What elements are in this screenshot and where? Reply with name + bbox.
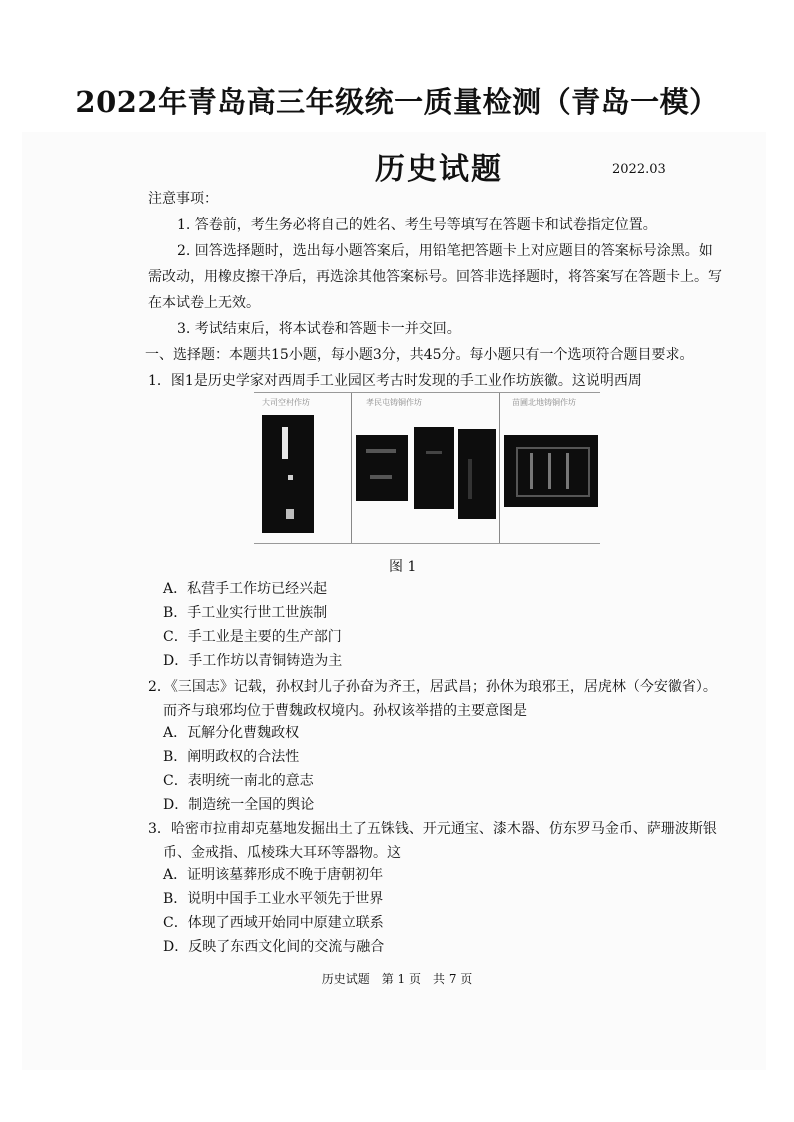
figure-panel-label: 大司空村作坊	[262, 398, 310, 407]
figure-1-image	[254, 392, 600, 544]
question-2-stem-line-1: 2．《三国志》记载，孙权封儿子孙奋为齐王，居武昌；孙休为琅邪王，居虎林（今安徽省）。	[148, 679, 717, 695]
note-item-3: 3. 考试结束后，将本试卷和答题卡一并交回。	[177, 321, 461, 337]
emblem-photo	[414, 427, 454, 509]
question-3-option-d: D．反映了东西文化间的交流与融合	[163, 939, 385, 955]
note-item-2-line-3: 在本试卷上无效。	[148, 295, 260, 311]
note-item-2-line-1: 2. 回答选择题时，选出每小题答案后，用铅笔把答题卡上对应题目的答案标号涂黑。如	[177, 243, 713, 259]
question-2-stem-line-2: 而齐与琅邪均位于曹魏政权境内。孙权该举措的主要意图是	[163, 703, 527, 719]
question-2-option-d: D．制造统一全国的舆论	[163, 797, 315, 813]
question-2-option-b: B．阐明政权的合法性	[163, 749, 300, 765]
question-1-option-c: C．手工业是主要的生产部门	[163, 629, 342, 645]
figure-panel-1	[254, 393, 351, 543]
emblem-photo	[458, 429, 496, 519]
emblem-photo	[504, 435, 598, 507]
figure-panel-3	[500, 393, 600, 543]
question-3-stem-line-2: 币、金戒指、瓜棱珠大耳环等器物。这	[163, 845, 401, 861]
question-3-option-b: B．说明中国手工业水平领先于世界	[163, 891, 384, 907]
section-heading: 一、选择题：本题共15小题，每小题3分，共45分。每小题只有一个选项符合题目要求。	[145, 347, 694, 363]
question-3-stem-line-1: 3．哈密市拉甫却克墓地发掘出土了五铢钱、开元通宝、漆木器、仿东罗马金币、萨珊波斯银	[148, 821, 717, 837]
question-2-option-c: C．表明统一南北的意志	[163, 773, 314, 789]
question-1-option-d: D．手工作坊以青铜铸造为主	[163, 653, 343, 669]
page-footer: 历史试题 第 1 页 共 7 页	[321, 972, 473, 986]
emblem-photo	[262, 415, 314, 533]
note-item-2-line-2: 需改动，用橡皮擦干净后，再选涂其他答案标号。回答非选择题时，将答案写在答题卡上。写	[148, 269, 722, 285]
exam-date: 2022.03	[612, 162, 666, 177]
question-1-stem: 1．图1是历史学家对西周手工业园区考古时发现的手工业作坊族徽。这说明西周	[148, 373, 642, 389]
emblem-photo	[356, 435, 408, 501]
question-2-option-a: A．瓦解分化曹魏政权	[163, 725, 300, 741]
notes-heading: 注意事项：	[148, 191, 218, 207]
note-item-1: 1. 答卷前，考生务必将自己的姓名、考生号等填写在答题卡和试卷指定位置。	[177, 217, 657, 233]
question-1-option-b: B．手工业实行世工世族制	[163, 605, 328, 621]
figure-1-caption: 图 1	[389, 559, 417, 575]
subject-title: 历史试题	[375, 152, 503, 187]
question-3-option-c: C．体现了西域开始同中原建立联系	[163, 915, 384, 931]
figure-panel-label: 苗圃北地铸铜作坊	[512, 398, 576, 407]
figure-panel-2	[352, 393, 498, 543]
main-title: 2022年青岛高三年级统一质量检测（青岛一模）	[75, 85, 719, 119]
question-3-option-a: A．证明该墓葬形成不晚于唐朝初年	[163, 867, 384, 883]
figure-panel-label: 孝民屯铸铜作坊	[366, 398, 422, 407]
question-1-option-a: A．私营手工作坊已经兴起	[163, 581, 328, 597]
